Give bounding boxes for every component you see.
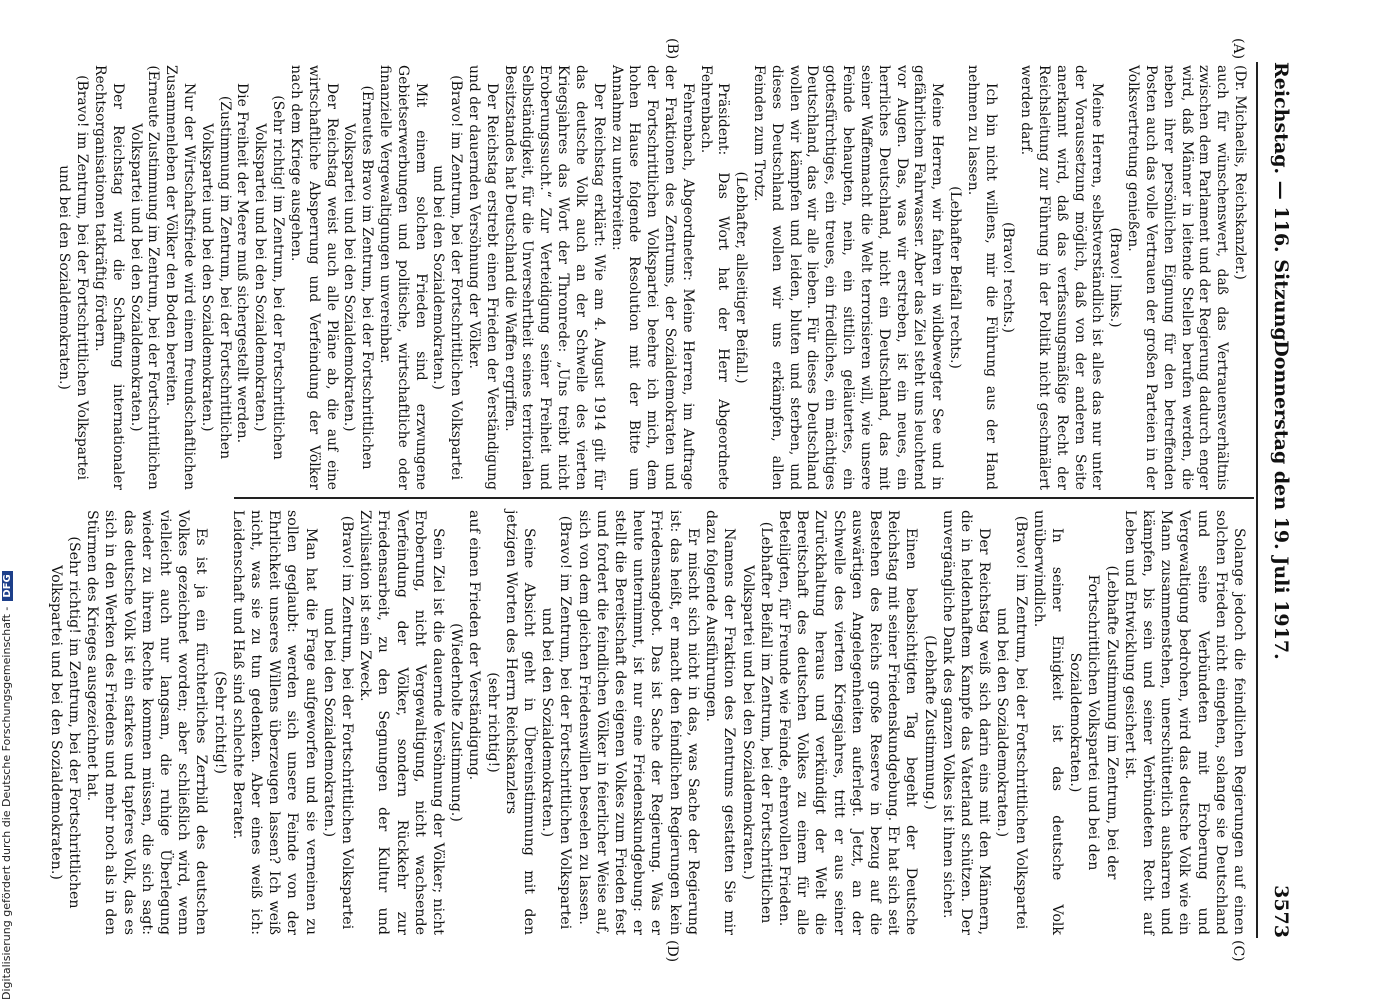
interjection: (Sehr richtig! im Zentrum, bei der Fortschrittlichen Volkspartei und bei den Sozialdemokraten.) — [252, 95, 287, 460]
interjection: (Bravo! im Zentrum, bei der Fortschrittlichen Volkspartei und bei den Sozialdemokraten.) — [430, 75, 465, 480]
paragraph: Meine Herren, wir fahren in wildbewegter See und in gefährlichem Fahrwasser. Aber das Ziel steht uns leuchtend vor Augen. Das, was wir erstreben, ist ein neues, ein herrliches Deutschland, nicht ein Deutschland, das mit seiner Waffenmacht die Welt terrorisieren will, wie unsere Feinde behaupten, nein, ein sittlich geläutertes, ein gottesfürchtiges, ein treues, ein friedliches, ein mächtiges Deutschland, das wir alle lieben. Für dieses Deutschland wollen wir kämpfen und leiden, bluten und sterben, und dieses Deutschland wollen wir uns erkämpfen, allen Feinden zum Trotz. — [751, 65, 946, 490]
header-rule — [1256, 62, 1258, 938]
interjection: (Bravo! im Zentrum, bei der Fortschrittlichen Volkspartei und bei den Sozialdemokraten.) — [994, 515, 1029, 930]
paragraph: Er mischt sich nicht in das, was Sache der Regierung ist: das heißt, er macht den feindlichen Regierungen kein Friedensangebot. Das ist Sache der Regierung. Was er heute unternimmt, ist nur eine Friedenskundgebung: er stellt die Bereitschaft des eigenen Volkes zum Frieden fest und fordert die feindlichen Völker in feierlicher Weise auf, sich von dem gleichen Friedenswillen beseelen zu lassen. — [575, 510, 701, 935]
right-column — [47, 510, 1248, 935]
paragraph: Seine Absicht geht in Übereinstimmung mit den jetzigen Worten des Herrn Reichskanzlers — [502, 510, 538, 935]
dfg-logo: DFG — [2, 571, 13, 600]
paragraph: Der Reichstag erklärt: Wie am 4. August 1914 gilt für das deutsche Volk auch an der Schwelle des vierten Kriegsjahres das Wort der Thronrede: „Uns treibt nicht Eroberungssucht.“ Zur Verteidigung seiner Freiheit und Selbständigkeit, für die Unversehrtheit seines territorialen Besitzstandes hat Deutschland die Waffen ergriffen. — [501, 65, 607, 490]
paragraph: auf einen Frieden der Verständigung. — [466, 510, 483, 781]
paragraph: Der Reichstag weiß sich darin eins mit den Männern, die in heldenhaftem Kampfe das Vaterland schützen. Der unvergängliche Dank des ganzen Volkes ist ihnen sicher. — [939, 510, 993, 935]
interjection: (Bravo! rechts.) — [1000, 222, 1017, 333]
interjection: (Erneute Zustimmung im Zentrum, bei der Fortschrittlichen Volkspartei und bei den Sozialdemokraten.) — [127, 65, 162, 490]
footer-credit — [0, 0, 13, 1000]
paragraph: Die Freiheit der Meere muß sichergestellt werden. — [234, 83, 251, 443]
paragraph: Namens der Fraktion des Zentrums gestatten Sie mir dazu folgende Ausführungen. — [703, 510, 738, 935]
interjection: (Bravo! links.) — [1107, 227, 1124, 328]
paragraph: Solange jedoch die feindlichen Regierungen auf einen solchen Frieden nicht eingehen, solange sie Deutschland und seine Verbündeten mit Eroberung und Vergewaltigung bedrohen, wird das deutsche Volk wie ein Mann zusammenstehen, unerschütterlich ausharren und kämpfen, bis sein und seiner Verbündeten Recht auf Leben und Entwicklung gesichert ist. — [1121, 510, 1247, 935]
page-header — [1258, 0, 1292, 1000]
interjection: (Bravo! im Zentrum, bei der Fortschrittlichen Volkspartei und bei den Sozialdemokraten.) — [539, 515, 574, 930]
paragraph: Der Reichstag erstrebt einen Frieden der Verständigung und der dauernden Versöhnung der Völker. — [466, 65, 500, 490]
interjection: (Lebhafte Zustimmung.) — [921, 635, 938, 810]
column-divider — [234, 497, 1254, 499]
page-number: 3573 — [1270, 885, 1292, 938]
interjection: (sehr richtig!) — [484, 672, 501, 773]
interjection: (Wiederholte Zustimmung.) — [448, 623, 465, 822]
paragraph: (Dr. Michaelis, Reichskanzler.) — [1232, 65, 1248, 280]
header-left: Reichstag. — 116. Sitzung. — [1270, 62, 1292, 348]
interjection: (Lebhafter Beifall rechts.) — [947, 186, 963, 369]
margin-mark-a: (A) — [1230, 38, 1246, 60]
paragraph: Ich bin nicht willens, mir die Führung aus der Hand nehmen zu lassen. — [964, 65, 999, 490]
interjection: (Zustimmung im Zentrum, bei der Fortschrittlichen Volkspartei und bei den Sozialdemokraten.) — [198, 95, 233, 460]
interjection: (Lebhafter Beifall im Zentrum, bei der Fortschrittlichen Volkspartei und bei den Sozialdemokraten.) — [739, 521, 774, 924]
interjection: (Bravo! im Zentrum, bei der Fortschrittlichen Volkspartei und bei den Sozialdemokraten.) — [320, 515, 356, 930]
paragraph: Präsident: Das Wort hat der Herr Abgeordnete Fehrenbach. — [697, 65, 732, 490]
header-date: Donnerstag den 19. Juli 1917. — [1270, 340, 1292, 660]
paragraph: Meine Herren, selbstverständlich ist alles das nur unter der Voraussetzung möglich, daß von der anderen Seite anerkannt wird, daß das verfassungsmäßige Recht der Reichsleitung zur Führung in der Politik nicht geschmälert werden darf. — [1018, 65, 1106, 490]
margin-mark-d: (D) — [664, 940, 680, 963]
paragraph: Nur der Wirtschaftsfriede wird einem freundschaftlichen Zusammenleben der Völker den Boden bereiten. — [163, 65, 198, 490]
paragraph: Einen beabsichtigten Tag begeht der Deutsche Reichstag mit seiner Friedenskundgebung. Er hat sich seit Bestehen des Reichs große Reserve in bezug auf die auswärtigen Angelegenheiten auferlegt. Jetzt, an der Schwelle des vierten Kriegsjahres, tritt er aus seiner Zurückhaltung heraus und verkündigt der Welt die Bereitschaft des deutschen Volkes zu einem für alle Beteiligten, für Freunde wie Feinde, ehrenvollen Frieden. — [775, 510, 920, 935]
paragraph: Der Reichstag weist auch alle Pläne ab, die auf eine wirtschaftliche Absperrung und Verfeindung der Völker nach dem Kriege ausgehen. — [287, 65, 340, 490]
interjection: (Sehr richtig! im Zentrum, bei der Fortschrittlichen Volkspartei und bei den Sozialdemokraten.) — [47, 536, 82, 909]
paragraph: Man hat die Frage aufgeworfen und sie verneinen zu sollen geglaubt: werden sich unsere Feinde von der Ehrlichkeit unseres Willens überzeugen lassen? Ich weiß nicht, was sie zu tun gedenken. Aber eines weiß ich: Leidenschaft und Haß sind schlechte Berater. — [229, 510, 319, 935]
margin-mark-b: (B) — [664, 38, 680, 60]
paragraph: Sein Ziel ist die dauernde Versöhnung der Völker; nicht Eroberung, nicht Vergewaltigung, nicht wachsende Verfeindung der Völker, sondern Rückkehr zur Friedensarbeit, zu den Segnungen der Kultur und Zivilisation ist sein Zweck. — [357, 510, 447, 935]
footer-credit-text: Digitalisierung gefördert durch die Deutsche Forschungsgemeinschaft - — [0, 606, 13, 1000]
left-column — [55, 65, 1248, 490]
paragraph: Der Reichstag wird die Schaffung internationaler Rechtsorganisationen tatkräftig fördern. — [92, 65, 126, 490]
paragraph: In seiner Einigkeit ist das deutsche Volk unüberwindlich. — [1030, 510, 1065, 935]
interjection: (Lebhafter, allseitiger Beifall.) — [733, 171, 750, 384]
interjection: (Lebhafte Zustimmung im Zentrum, bei der Fortschrittlichen Volkspartei und bei den Sozialdemokraten.) — [1067, 565, 1120, 880]
paragraph: Mit einem solchen Frieden sind erzwungene Gebietserwerbungen und politische, wirtschaftliche oder finanzielle Vergewaltigungen unvereinbar. — [377, 65, 429, 490]
margin-mark-c: (C) — [1230, 940, 1246, 962]
digitization-footer — [0, 0, 26, 1000]
interjection: (Sehr richtig!) — [211, 670, 228, 775]
paragraph: auch für wünschenswert, daß das Vertrauensverhältnis zwischen dem Parlament und der Regierung dadurch enger wird, daß Männer in leitende Stellen berufen werden, die neben ihrer persönlichen Eignung für den betreffenden Posten auch das volle Vertrauen der großen Parteien in der Volksvertretung genießen. — [1125, 65, 1231, 490]
paragraph: Es ist ja ein fürchterliches Zerrbild des deutschen Volkes gezeichnet worden; aber schließlich wird, wenn vielleicht auch nur langsam, die ruhige Überlegung wieder zu ihrem Rechte kommen müssen, die sich sagt: das deutsche Volk ist ein starkes und tapferes Volk, das es sich in den Werken des Friedens und mehr noch als in den Stürmen des Krieges ausgezeichnet hat. — [84, 510, 210, 935]
paragraph: Fehrenbach, Abgeordneter: Meine Herren, im Auftrage der Fraktionen des Zentrums, der Sozialdemokraten und der Fortschrittlichen Volkspartei beehre ich mich, dem hohen Hause folgende Resolution mit der Bitte um Annahme zu unterbreiten: — [608, 65, 696, 490]
interjection: (Bravo! im Zentrum, bei der Fortschrittlichen Volkspartei und bei den Sozialdemokraten.) — [56, 75, 91, 480]
interjection: (Erneutes Bravo im Zentrum, bei der Fortschrittlichen Volkspartei und bei den Sozialdemokraten.) — [341, 85, 376, 470]
